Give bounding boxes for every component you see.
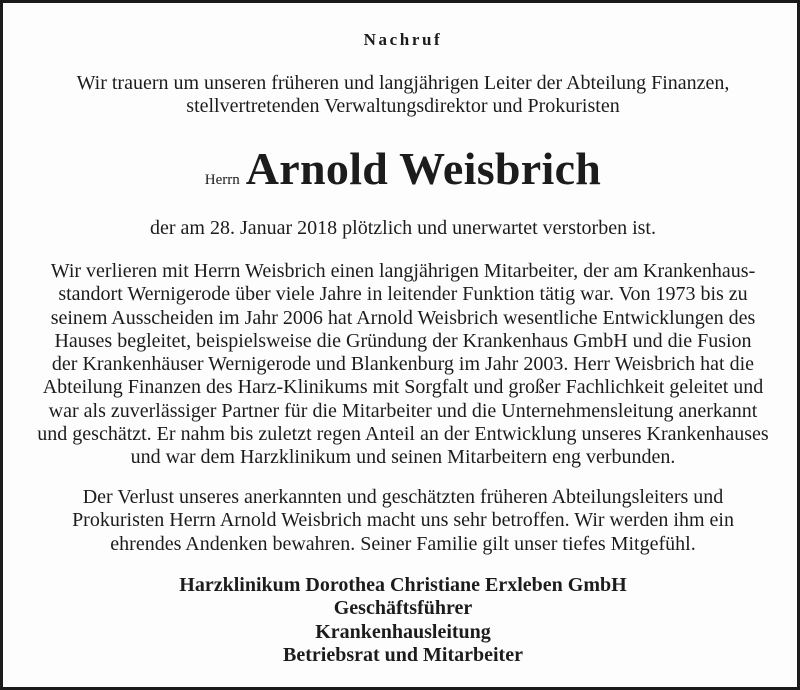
signature-line: Krankenhausleitung (315, 620, 491, 643)
signature-organization: Harzklinikum Dorothea Christiane Erxleben GmbH (179, 574, 627, 596)
bio-line: Wir verlieren mit Herrn Weisbrich einen langjährigen Mitarbeiter, der am Krankenhaus- (50, 260, 756, 282)
honorific: Herrn (204, 172, 240, 188)
closing-line: Prokuristen Herrn Arnold Weisbrich macht uns sehr betroffen. Wir werden ihm ein (72, 509, 734, 532)
deceased-name: Arnold Weisbrich (245, 143, 602, 194)
signature-line: Geschäftsführer (333, 597, 473, 620)
bio-line: und war dem Harzklinikum und seinen Mitarbeitern eng verbunden. (130, 446, 676, 469)
closing-line: ehrendes Andenken bewahren. Seiner Familie gilt unser tiefes Mitgefühl. (110, 532, 696, 555)
bio-line: Hauses begleitet, beispielsweise die Gründung der Krankenhaus GmbH und die Fusion (54, 329, 752, 352)
closing-line: Der Verlust unseres anerkannten und geschätzten früheren Abteilungsleiters und (82, 486, 724, 508)
bio-line: seinem Ausscheiden im Jahr 2006 hat Arnold Weisbrich wesentliche Entwicklungen des (50, 306, 756, 329)
bio-line: der Krankenhäuser Wernigerode und Blankenburg im Jahr 2003. Herr Weisbrich hat die (51, 353, 755, 376)
notice-heading: Nachruf (363, 30, 443, 49)
bio-line: Abteilung Finanzen des Harz-Klinikums mit Sorgfalt und großer Fachlichkeit geleitet und (42, 376, 764, 399)
biography-paragraph (3, 260, 800, 470)
deceased-name-line (3, 141, 800, 197)
intro-text (3, 72, 800, 118)
death-statement: der am 28. Januar 2018 plötzlich und unerwartet verstorben ist. (150, 217, 656, 239)
signature-block (3, 574, 800, 667)
closing-paragraph (3, 486, 800, 556)
signature-line: Betriebsrat und Mitarbeiter (283, 643, 523, 666)
intro-line: stellvertretenden Verwaltungsdirektor und Prokuristen (186, 95, 620, 117)
bio-line: und geschätzt. Er nahm bis zuletzt regen Anteil an der Entwicklung unseres Krankenhauses (37, 423, 769, 446)
intro-line: Wir trauern um unseren früheren und langjährigen Leiter der Abteilung Finanzen, (76, 72, 730, 94)
bio-line: standort Wernigerode über viele Jahre in leitender Funktion tätig war. Von 1973 bis zu (58, 283, 748, 306)
bio-line: war als zuverlässiger Partner für die Mitarbeiter und die Unternehmensleitung anerkannt (48, 399, 758, 422)
